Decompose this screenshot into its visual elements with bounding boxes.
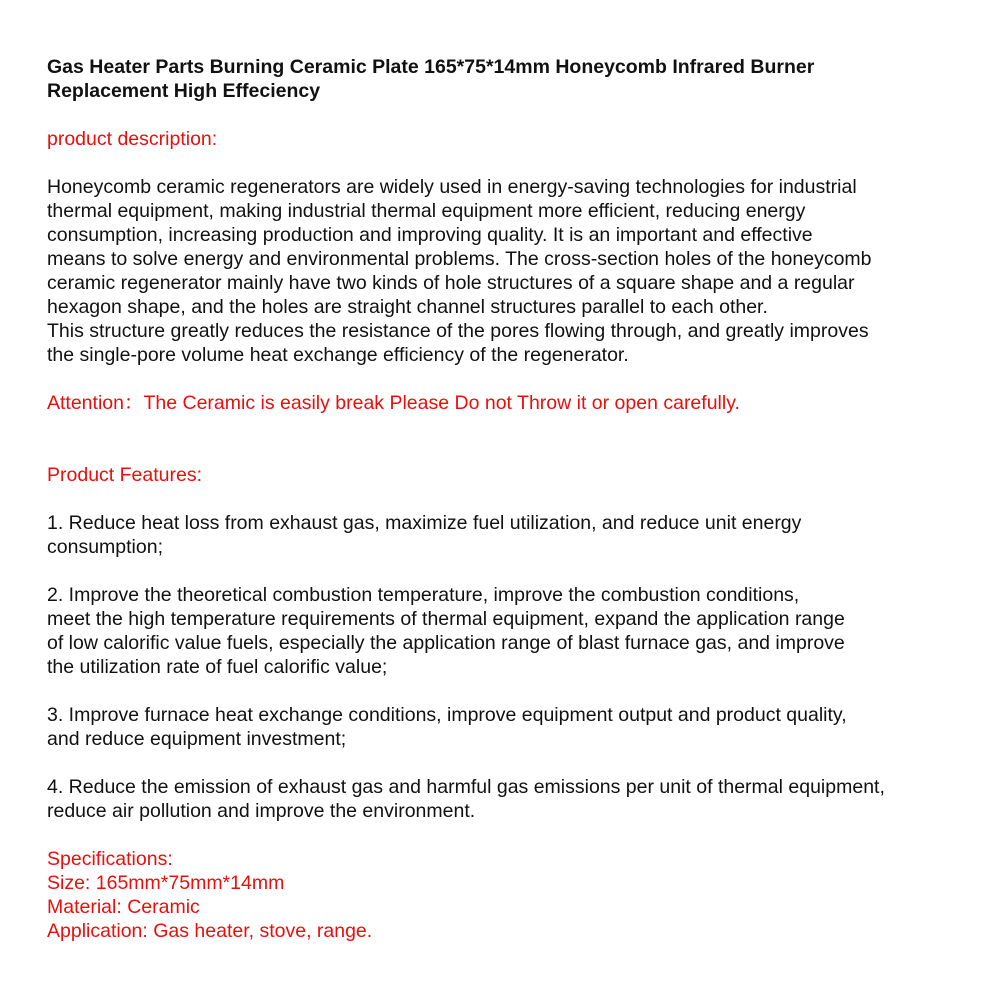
feature-item-2	[47, 583, 947, 679]
description-line: the single-pore volume heat exchange efficiency of the regenerator.	[47, 344, 629, 366]
feature-item-1	[47, 511, 947, 559]
feature-item-4	[47, 775, 947, 823]
specifications-heading: Specifications:	[47, 848, 173, 870]
title-line: Gas Heater Parts Burning Ceramic Plate 165*75*14mm Honeycomb Infrared Burner	[47, 56, 815, 78]
spec-application: Application: Gas heater, stove, range.	[47, 920, 373, 942]
description-line: ceramic regenerator mainly have two kinds of hole structures of a square shape and a regular	[47, 272, 855, 294]
title-line: Replacement High Effeciency	[47, 80, 321, 102]
feature-line: and reduce equipment investment;	[47, 728, 347, 750]
description-line: consumption, increasing production and improving quality. It is an important and effective	[47, 224, 813, 246]
product-description-heading: product description:	[47, 128, 218, 150]
attention-notice: Attention：The Ceramic is easily break Please Do not Throw it or open carefully.	[47, 392, 740, 414]
product-document	[47, 55, 947, 943]
feature-line: 1. Reduce heat loss from exhaust gas, maximize fuel utilization, and reduce unit energy	[47, 512, 802, 534]
feature-line: 4. Reduce the emission of exhaust gas and harmful gas emissions per unit of thermal equipment,	[47, 776, 885, 798]
description-paragraph	[47, 175, 947, 367]
description-line: means to solve energy and environmental problems. The cross-section holes of the honeycomb	[47, 248, 872, 270]
spec-material: Material: Ceramic	[47, 896, 200, 918]
feature-line: 2. Improve the theoretical combustion temperature, improve the combustion conditions,	[47, 584, 800, 606]
description-line: This structure greatly reduces the resistance of the pores flowing through, and greatly improves	[47, 320, 869, 342]
description-line: thermal equipment, making industrial thermal equipment more efficient, reducing energy	[47, 200, 806, 222]
product-title	[47, 55, 947, 103]
feature-line: 3. Improve furnace heat exchange conditions, improve equipment output and product quality,	[47, 704, 847, 726]
specifications-block	[47, 847, 947, 943]
feature-line: meet the high temperature requirements of thermal equipment, expand the application range	[47, 608, 845, 630]
feature-line: the utilization rate of fuel calorific value;	[47, 656, 388, 678]
features-heading: Product Features:	[47, 464, 202, 486]
feature-item-3	[47, 703, 947, 751]
description-line: Honeycomb ceramic regenerators are widely used in energy-saving technologies for industrial	[47, 176, 857, 198]
feature-line: consumption;	[47, 536, 163, 558]
spec-size: Size: 165mm*75mm*14mm	[47, 872, 285, 894]
feature-line: reduce air pollution and improve the environment.	[47, 800, 476, 822]
feature-line: of low calorific value fuels, especially the application range of blast furnace gas, and improve	[47, 632, 845, 654]
description-line: hexagon shape, and the holes are straight channel structures parallel to each other.	[47, 296, 768, 318]
